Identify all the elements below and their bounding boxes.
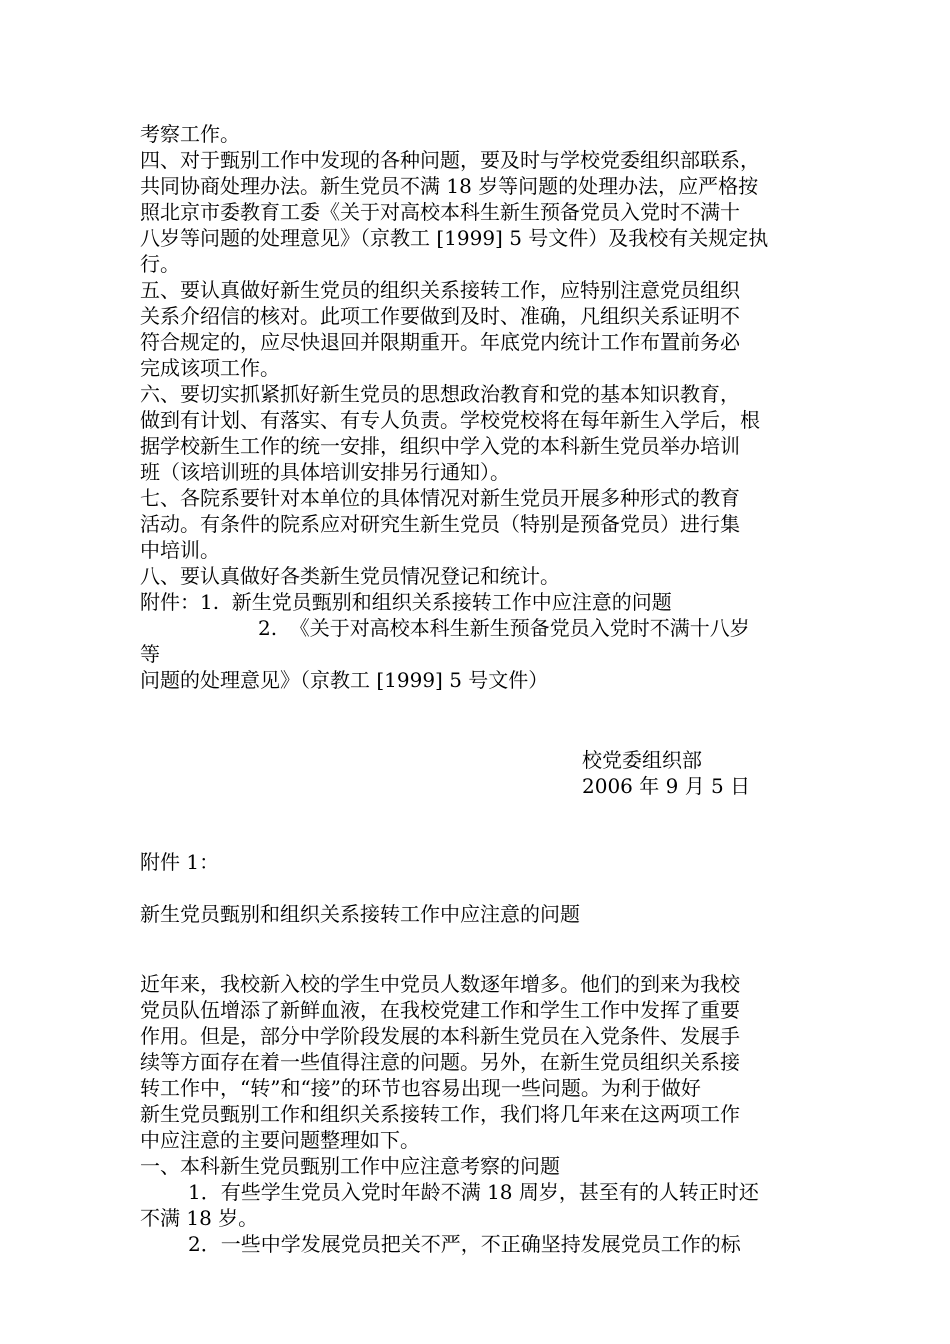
text-line: 八岁等问题的处理意见》（京教工 [1999] 5 号文件）及我校有关规定执	[140, 226, 769, 250]
text-line: 考察工作。	[140, 122, 240, 146]
text-line: 八、要认真做好各类新生党员情况登记和统计。	[140, 564, 560, 588]
attachment-list-item-2-wrap: 等	[140, 642, 160, 666]
attachment-list-item-2-cont: 问题的处理意见》（京教工 [1999] 5 号文件）	[140, 668, 549, 692]
text-line: 四、对于甄别工作中发现的各种问题，要及时与学校党委组织部联系，	[140, 148, 760, 172]
text-line: 五、要认真做好新生党员的组织关系接转工作，应特别注意党员组织	[140, 278, 740, 302]
list-item-1-cont: 不满 18 岁。	[140, 1206, 259, 1230]
appendix-title: 新生党员甄别和组织关系接转工作中应注意的问题	[140, 902, 580, 926]
text-line: 据学校新生工作的统一安排，组织中学入党的本科新生党员举办培训	[140, 434, 740, 458]
signature-org: 校党委组织部	[582, 748, 702, 772]
text-line: 中应注意的主要问题整理如下。	[140, 1128, 420, 1152]
attachment-list-item-2: 2. 《关于对高校本科生新生预备党员入党时不满十八岁	[258, 616, 750, 640]
list-item-2: 2．一些中学发展党员把关不严，不正确坚持发展党员工作的标	[188, 1232, 741, 1256]
text-line: 党员队伍增添了新鲜血液，在我校党建工作和学生工作中发挥了重要	[140, 998, 740, 1022]
list-item-1: 1．有些学生党员入党时年龄不满 18 周岁，甚至有的人转正时还	[188, 1180, 759, 1204]
section-heading: 一、本科新生党员甄别工作中应注意考察的问题	[140, 1154, 560, 1178]
text-line: 新生党员甄别工作和组织关系接转工作，我们将几年来在这两项工作	[140, 1102, 740, 1126]
text-line: 做到有计划、有落实、有专人负责。学校党校将在每年新生入学后，根	[140, 408, 760, 432]
text-line: 转工作中，“转”和“接”的环节也容易出现一些问题。为利于做好	[140, 1076, 701, 1100]
text-line: 关系介绍信的核对。此项工作要做到及时、准确，凡组织关系证明不	[140, 304, 740, 328]
text-line: 近年来，我校新入校的学生中党员人数逐年增多。他们的到来为我校	[140, 972, 740, 996]
text-line: 七、各院系要针对本单位的具体情况对新生党员开展多种形式的教育	[140, 486, 740, 510]
text-line: 完成该项工作。	[140, 356, 280, 380]
text-line: 中培训。	[140, 538, 220, 562]
text-line: 行。	[140, 252, 180, 276]
attachment-list-item-1: 附件：1. 新生党员甄别和组织关系接转工作中应注意的问题	[140, 590, 672, 614]
text-line: 符合规定的，应尽快退回并限期重开。年底党内统计工作布置前务必	[140, 330, 740, 354]
text-line: 共同协商处理办法。新生党员不满 18 岁等问题的处理办法，应严格按	[140, 174, 759, 198]
text-line: 照北京市委教育工委《关于对高校本科生新生预备党员入党时不满十	[140, 200, 740, 224]
appendix-label: 附件 1：	[140, 850, 220, 874]
text-line: 续等方面存在着一些值得注意的问题。另外，在新生党员组织关系接	[140, 1050, 740, 1074]
text-line: 作用。但是，部分中学阶段发展的本科新生党员在入党条件、发展手	[140, 1024, 740, 1048]
signature-date: 2006 年 9 月 5 日	[582, 774, 751, 798]
text-line: 活动。有条件的院系应对研究生新生党员（特别是预备党员）进行集	[140, 512, 740, 536]
text-line: 班（该培训班的具体培训安排另行通知）。	[140, 460, 510, 484]
text-line: 六、要切实抓紧抓好新生党员的思想政治教育和党的基本知识教育，	[140, 382, 740, 406]
